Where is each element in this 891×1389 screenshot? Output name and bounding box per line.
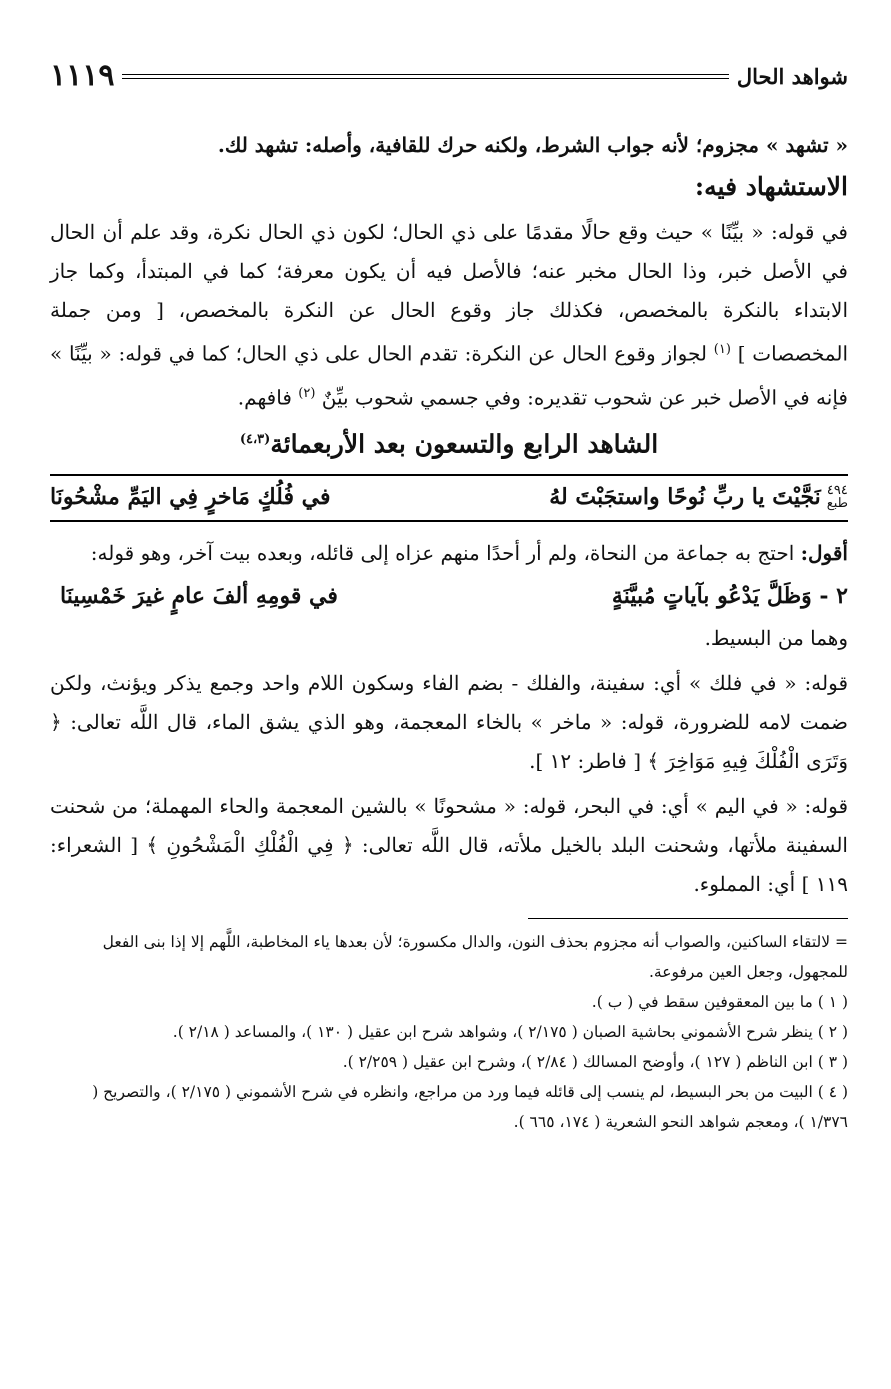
verse-box (50, 474, 848, 522)
verse-hemistich-1-text: نَجَّيْتَ يا ربِّ نُوحًا واستجَبْتَ لهُ (549, 483, 821, 510)
running-header (50, 56, 848, 96)
footnote-ref-3-4[interactable]: (٤،٣) (239, 432, 271, 448)
second-verse (50, 573, 848, 619)
second-verse-number: ٢ - (819, 582, 848, 609)
footnote-continuation: = لالتقاء الساكنين، والصواب أنه مجزوم بحذف النون، والدال مكسورة؛ لأن بعدها ياء المخاطبة، اللَّهم إلا إذا بنى الفعل للمجهول، وجعل العين مرفوعة. (102, 932, 848, 981)
book-page (50, 56, 848, 1137)
footnote-ref-2[interactable]: (٢) (298, 385, 316, 401)
footnote-rule (528, 918, 848, 919)
istishhad-paragraph (50, 213, 848, 417)
shahid-title-text: الشاهد الرابع والتسعون بعد الأربعمائة (270, 429, 659, 459)
footnote-ref-1[interactable]: (١) (713, 342, 731, 357)
shahid-verse (50, 476, 848, 520)
verse-hemistich-1 (549, 484, 848, 510)
page-number: ١١١٩ (50, 58, 115, 93)
shahid-title (50, 417, 848, 467)
aqulu-text: احتج به جماعة من النحاة، ولم أر أحدًا منهم عزاه إلى قائله، وبعده بيت آخر، وهو قوله: (90, 540, 801, 565)
verse-number (827, 484, 848, 510)
footnote-2: ( ٢ ) ينظر شرح الأشموني بحاشية الصبان ( ٢/١٧٥ )، وشواهد شرح ابن عقيل ( ١٣٠ )، والمساعد ( ٢/١٨ ). (172, 1022, 848, 1041)
commentary-paragraph-1: قوله: « في فلك » أي: سفينة، والفلك - بضم الفاء وسكون اللام واحد وجمع يذكر ويؤنث، ولكن ضمت لامه للضرورة، قوله: « ماخر » بالخاء المعجمة، وهو الذي يشق الماء، قال اللَّه تعالى: ﴿ وَتَرَى الْفُلْكَ فِيهِ مَوَاخِرَ ﴾ [ فاطر: ١٢ ]. (50, 670, 848, 773)
footnote-1: ( ١ ) ما بين المعقوفين سقط في ( ب ). (591, 992, 848, 1011)
istishhad-text-3: فافهم. (237, 385, 299, 410)
istishhad-text-2: لجواز وقوع الحال عن النكرة: تقدم الحال على ذي الحال؛ كما في قوله: « بيِّنًا » فإنه في الأصل خبر عن شحوب تقديره: وفي جسمي شحوب بيِّنٌ (50, 341, 848, 410)
meter-line: وهما من البسيط. (704, 625, 848, 650)
intro-line: « تشهد » مجزوم؛ لأنه جواب الشرط، ولكنه حرك للقافية، وأصله: تشهد لك. (217, 133, 848, 157)
verse-number-top: ٤٩٤ (826, 482, 848, 498)
chapter-title: شواهد الحال (736, 63, 848, 89)
commentary-paragraph-2: قوله: « في اليم » أي: في البحر، قوله: « مشحونًا » بالشين المعجمة والحاء المهملة؛ من شحنت السفينة ملأتها، وشحنت البلد بالخيل ملأته، قال اللَّه تعالى: ﴿ فِي الْفُلْكِ الْمَشْحُونِ ﴾ [ الشعراء: ١١٩ ] أي: المملوء. (50, 793, 848, 896)
footnote-4: ( ٤ ) البيت من بحر البسيط، لم ينسب إلى قائله فيما ورد من مراجع، وانظره في شرح الأشموني ( ٢/١٧٥ )، والتصريح ( ١/٣٧٦ )، ومعجم شواهد النحو الشعرية ( ١٧٤، ٦٦٥ ). (92, 1082, 848, 1131)
verse-hemistich-2: في فُلُكٍ مَاخرٍ فِي اليَمِّ مشْحُونَا (50, 483, 331, 510)
header-rule (122, 74, 728, 79)
istishhad-text-1: في قوله: « بيِّنًا » حيث وقع حالًا مقدمًا على ذي الحال؛ لكون ذي الحال نكرة، وقد علم أن الحال في الأصل خبر، وذا الحال مخبر عنه؛ فالأصل فيه أن يكون معرفة؛ كما في المبتدأ، وكما جاز الابتداء بالنكرة بالمخصص، فكذلك جاز وقوع الحال عن النكرة بالمخصص، [ ومن جملة المخصصات ] (50, 220, 849, 366)
verse-number-bottom: طبع (826, 495, 848, 511)
aqulu-paragraph (50, 534, 848, 573)
second-verse-hemistich-1 (612, 573, 848, 619)
section-heading: الاستشهاد فيه: (694, 172, 848, 201)
footnote-3: ( ٣ ) ابن الناظم ( ١٢٧ )، وأوضح المسالك ( ٢/٨٤ )، وشرح ابن عقيل ( ٢/٢٥٩ ). (342, 1052, 848, 1071)
second-verse-hemistich-2: في قومِهِ ألفَ عامٍ غيرَ خَمْسِينَا (60, 582, 338, 609)
aqulu-label: أقول: (800, 540, 848, 565)
second-verse-hemistich-1-text: وَظَلَّ يَدْعُو بآياتٍ مُبيَّنَةٍ (611, 582, 812, 609)
